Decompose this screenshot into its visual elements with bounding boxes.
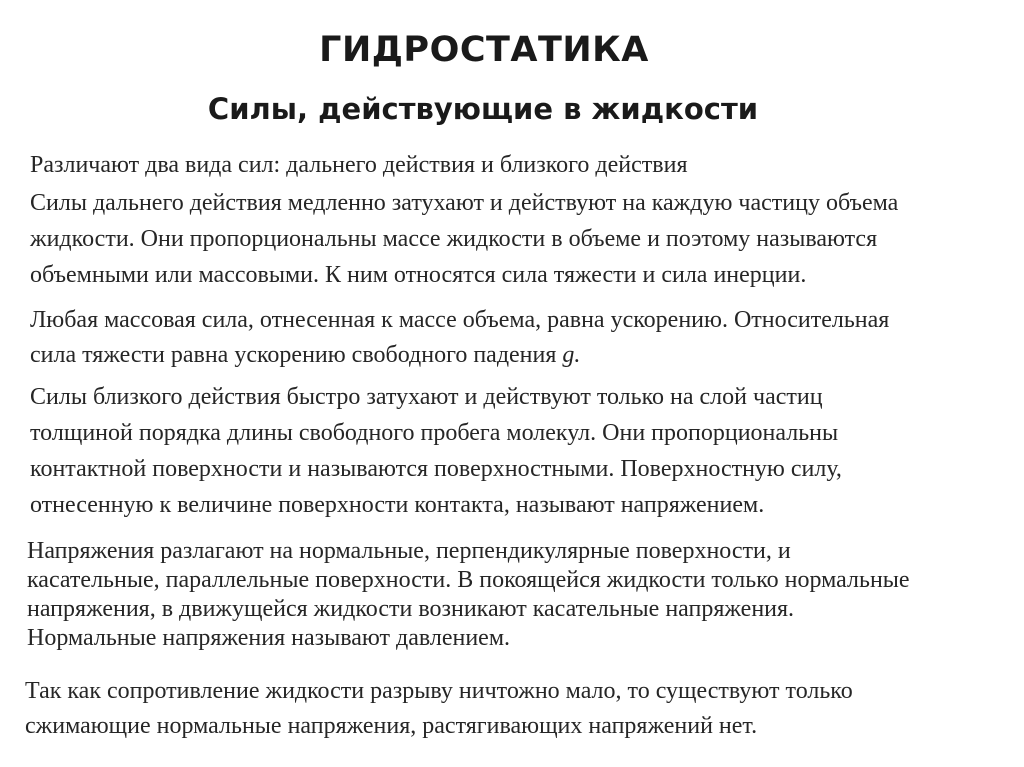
paragraph-line: касательные, параллельные поверхности. В покоящейся жидкости только нормальные	[27, 567, 910, 593]
paragraph-line: Различают два вида сил: дальнего действия и близкого действия	[30, 152, 688, 178]
slide-subtitle: Силы, действующие в жидкости	[207, 92, 759, 126]
paragraph-line: Напряжения разлагают на нормальные, перпендикулярные поверхности, и	[27, 538, 791, 564]
paragraph-line: отнесенную к величине поверхности контакта, называют напряжением.	[30, 492, 765, 518]
paragraph-line: сжимающие нормальные напряжения, растягивающих напряжений нет.	[25, 713, 758, 739]
paragraph-line: Любая массовая сила, отнесенная к массе объема, равна ускорению. Относительная	[30, 307, 890, 333]
paragraph-line: толщиной порядка длины свободного пробега молекул. Они пропорциональны	[30, 420, 839, 446]
paragraph-stress-types	[27, 537, 910, 653]
paragraph-line: Силы близкого действия быстро затухают и действуют только на слой частиц	[30, 384, 823, 410]
paragraph-line	[30, 338, 889, 373]
paragraph-line: Так как сопротивление жидкости разрыву ничтожно мало, то существуют только	[25, 678, 853, 704]
paragraph-long-range-forces	[30, 185, 898, 293]
paragraph-line: жидкости. Они пропорциональны массе жидкости в объеме и поэтому называются	[30, 226, 878, 252]
paragraph-mass-force	[30, 303, 889, 373]
gravity-symbol: g.	[562, 342, 581, 368]
slide-title: ГИДРОСТАТИКА	[319, 30, 649, 70]
paragraph-line: объемными или массовыми. К ним относятся сила тяжести и сила инерции.	[30, 262, 807, 288]
paragraph-force-types	[30, 150, 688, 180]
paragraph-line: напряжения, в движущейся жидкости возникают касательные напряжения.	[27, 596, 795, 622]
paragraph-line-text: сила тяжести равна ускорению свободного падения	[30, 342, 557, 368]
paragraph-short-range-forces	[30, 379, 842, 523]
paragraph-line: Нормальные напряжения называют давлением.	[27, 625, 511, 651]
paragraph-line: Силы дальнего действия медленно затухают и действуют на каждую частицу объема	[30, 190, 899, 216]
paragraph-tensile-resistance	[25, 674, 853, 744]
paragraph-line: контактной поверхности и называются поверхностными. Поверхностную силу,	[30, 456, 842, 482]
